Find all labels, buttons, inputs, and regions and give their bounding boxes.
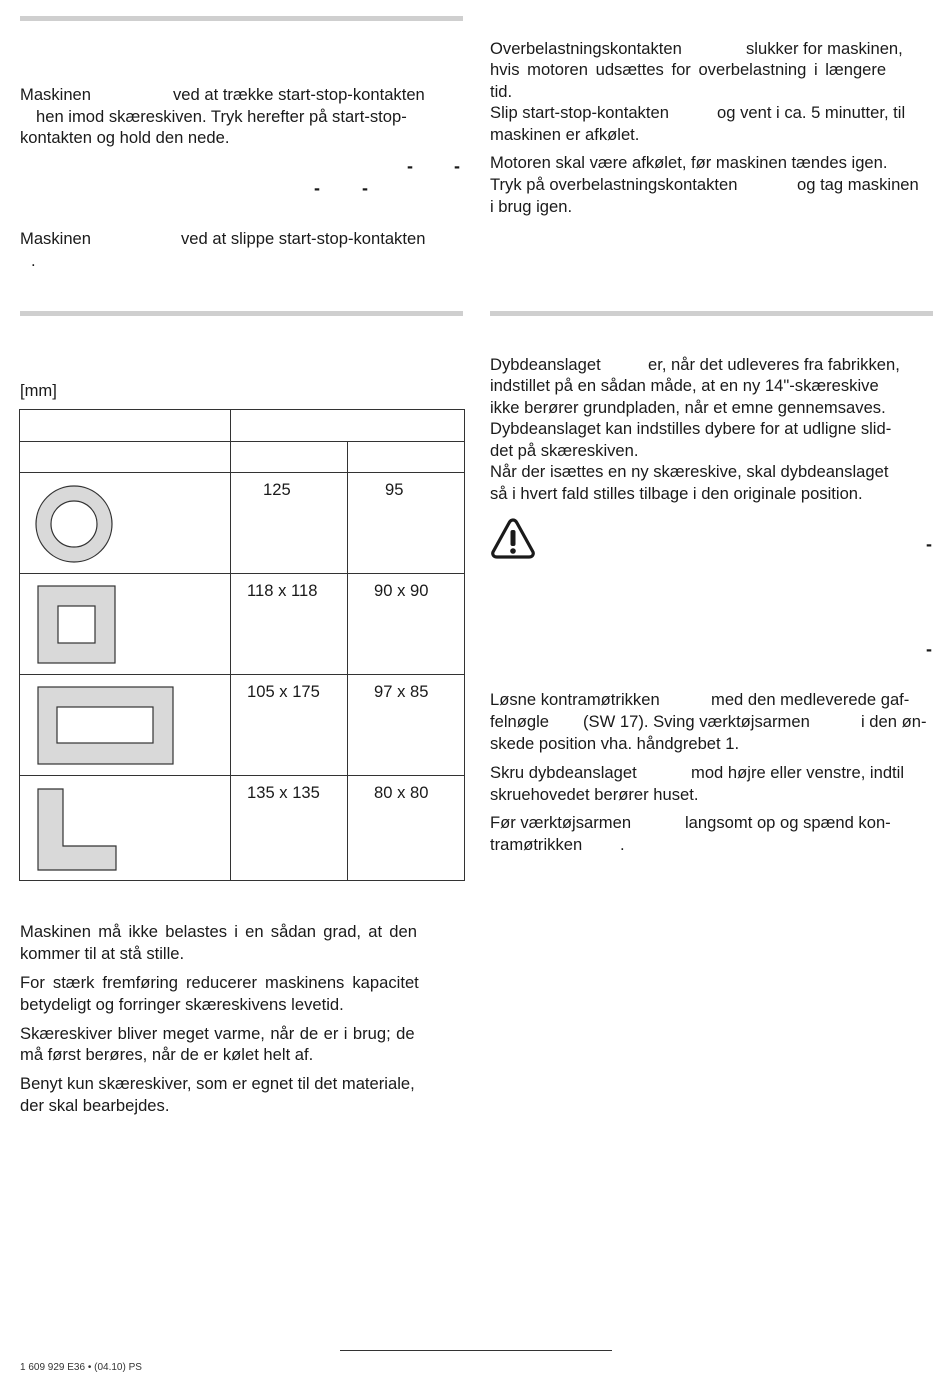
text-line: hvis motoren udsættes for overbelastning i længere xyxy=(490,60,887,79)
text-line: ved at slippe start-stop-kontakten xyxy=(181,229,426,248)
table-cell: 97 x 85 xyxy=(374,682,429,701)
text-line: . xyxy=(620,835,625,854)
text-line: tid. xyxy=(490,82,513,101)
angle-profile-icon xyxy=(37,788,119,872)
table-row xyxy=(20,473,464,573)
text-line: slukker for maskinen, xyxy=(746,39,903,58)
dash-mark: - xyxy=(362,178,368,198)
text-line: mod højre eller venstre, indtil xyxy=(691,763,905,782)
text-line: skede position vha. håndgrebet 1. xyxy=(490,734,740,753)
text-line: kontakten og hold den nede. xyxy=(20,128,230,147)
text-line: kommer til at stå stille. xyxy=(20,944,185,963)
text-line: ved at trække start-stop-kontakten xyxy=(173,85,425,104)
text-line: felnøgle xyxy=(490,712,550,731)
text-line: og vent i ca. 5 minutter, til xyxy=(717,103,906,122)
section-rule xyxy=(490,311,933,316)
text-line: med den medleverede gaf- xyxy=(711,690,910,709)
text-line: der skal bearbejdes. xyxy=(20,1096,170,1115)
text-line: Skæreskiver bliver meget varme, når de er i brug; de xyxy=(20,1024,415,1043)
text-line: det på skæreskiven. xyxy=(490,441,639,460)
section-rule xyxy=(20,311,463,316)
footer-rule xyxy=(340,1350,612,1351)
ring-icon xyxy=(34,484,114,564)
text-line: Maskinen xyxy=(20,85,92,104)
text-line: må først berøres, når de er kølet helt af. xyxy=(20,1045,314,1064)
text-line: Slip start-stop-kontakten xyxy=(490,103,669,122)
text-line: Maskinen må ikke belastes i en sådan grad, at den xyxy=(20,922,417,941)
square-tube-icon xyxy=(37,585,117,665)
text-line: (SW 17). Sving værktøjsarmen xyxy=(583,712,810,731)
rect-tube-icon xyxy=(37,686,177,766)
table-cell: 135 x 135 xyxy=(247,783,320,802)
table-cell: 125 xyxy=(263,480,291,499)
dash-mark: - xyxy=(926,534,932,554)
text-line: Dybdeanslaget kan indstilles dybere for at udligne slid- xyxy=(490,419,892,438)
dash-mark: - xyxy=(407,156,413,176)
text-line: og tag maskinen xyxy=(797,175,919,194)
footer-code: 1 609 929 E36 • (04.10) PS xyxy=(20,1362,142,1373)
table-cell: 105 x 175 xyxy=(247,682,320,701)
table-row xyxy=(20,574,464,674)
text-line: skruehovedet berører huset. xyxy=(490,785,699,804)
unit-label: [mm] xyxy=(20,381,57,400)
text-line: er, når det udleveres fra fabrikken, xyxy=(648,355,900,374)
text-line: ikke berører grundpladen, når et emne gennemsaves. xyxy=(490,398,886,417)
text-line: Motoren skal være afkølet, før maskinen tændes igen. xyxy=(490,153,888,172)
text-line: hen imod skæreskiven. Tryk herefter på start-stop- xyxy=(36,107,407,126)
text-line: tramøtrikken xyxy=(490,835,583,854)
text-line: . xyxy=(31,251,36,270)
text-line: betydeligt og forringer skæreskivens levetid. xyxy=(20,995,344,1014)
table-row xyxy=(20,675,464,775)
dash-mark: - xyxy=(314,178,320,198)
text-line: indstillet på en sådan måde, at en ny 14"-skæreskive xyxy=(490,376,879,395)
table-cell: 95 xyxy=(385,480,404,499)
text-line: i brug igen. xyxy=(490,197,573,216)
text-line: langsomt op og spænd kon- xyxy=(685,813,891,832)
section-rule xyxy=(20,16,463,21)
table-divider xyxy=(20,441,464,442)
capacity-table xyxy=(19,409,465,881)
table-row xyxy=(20,776,464,880)
text-line: så i hvert fald stilles tilbage i den originale position. xyxy=(490,484,863,503)
text-line: Når der isættes en ny skæreskive, skal dybdeanslaget xyxy=(490,462,889,481)
text-line: For stærk fremføring reducerer maskinens kapacitet xyxy=(20,973,419,992)
table-cell: 80 x 80 xyxy=(374,783,429,802)
dash-mark: - xyxy=(454,156,460,176)
table-cell: 118 x 118 xyxy=(247,581,318,600)
text-line: i den øn- xyxy=(861,712,927,731)
text-line: Løsne kontramøtrikken xyxy=(490,690,660,709)
dash-mark: - xyxy=(926,639,932,659)
text-line: maskinen er afkølet. xyxy=(490,125,640,144)
text-line: Benyt kun skæreskiver, som er egnet til det materiale, xyxy=(20,1074,415,1093)
text-line: Skru dybdeanslaget xyxy=(490,763,637,782)
text-line: Maskinen xyxy=(20,229,92,248)
text-line: Før værktøjsarmen xyxy=(490,813,632,832)
table-cell: 90 x 90 xyxy=(374,581,429,600)
text-line: Overbelastningskontakten xyxy=(490,39,682,58)
text-line: Dybdeanslaget xyxy=(490,355,601,374)
text-line: Tryk på overbelastningskontakten xyxy=(490,175,738,194)
warning-icon xyxy=(490,516,536,560)
